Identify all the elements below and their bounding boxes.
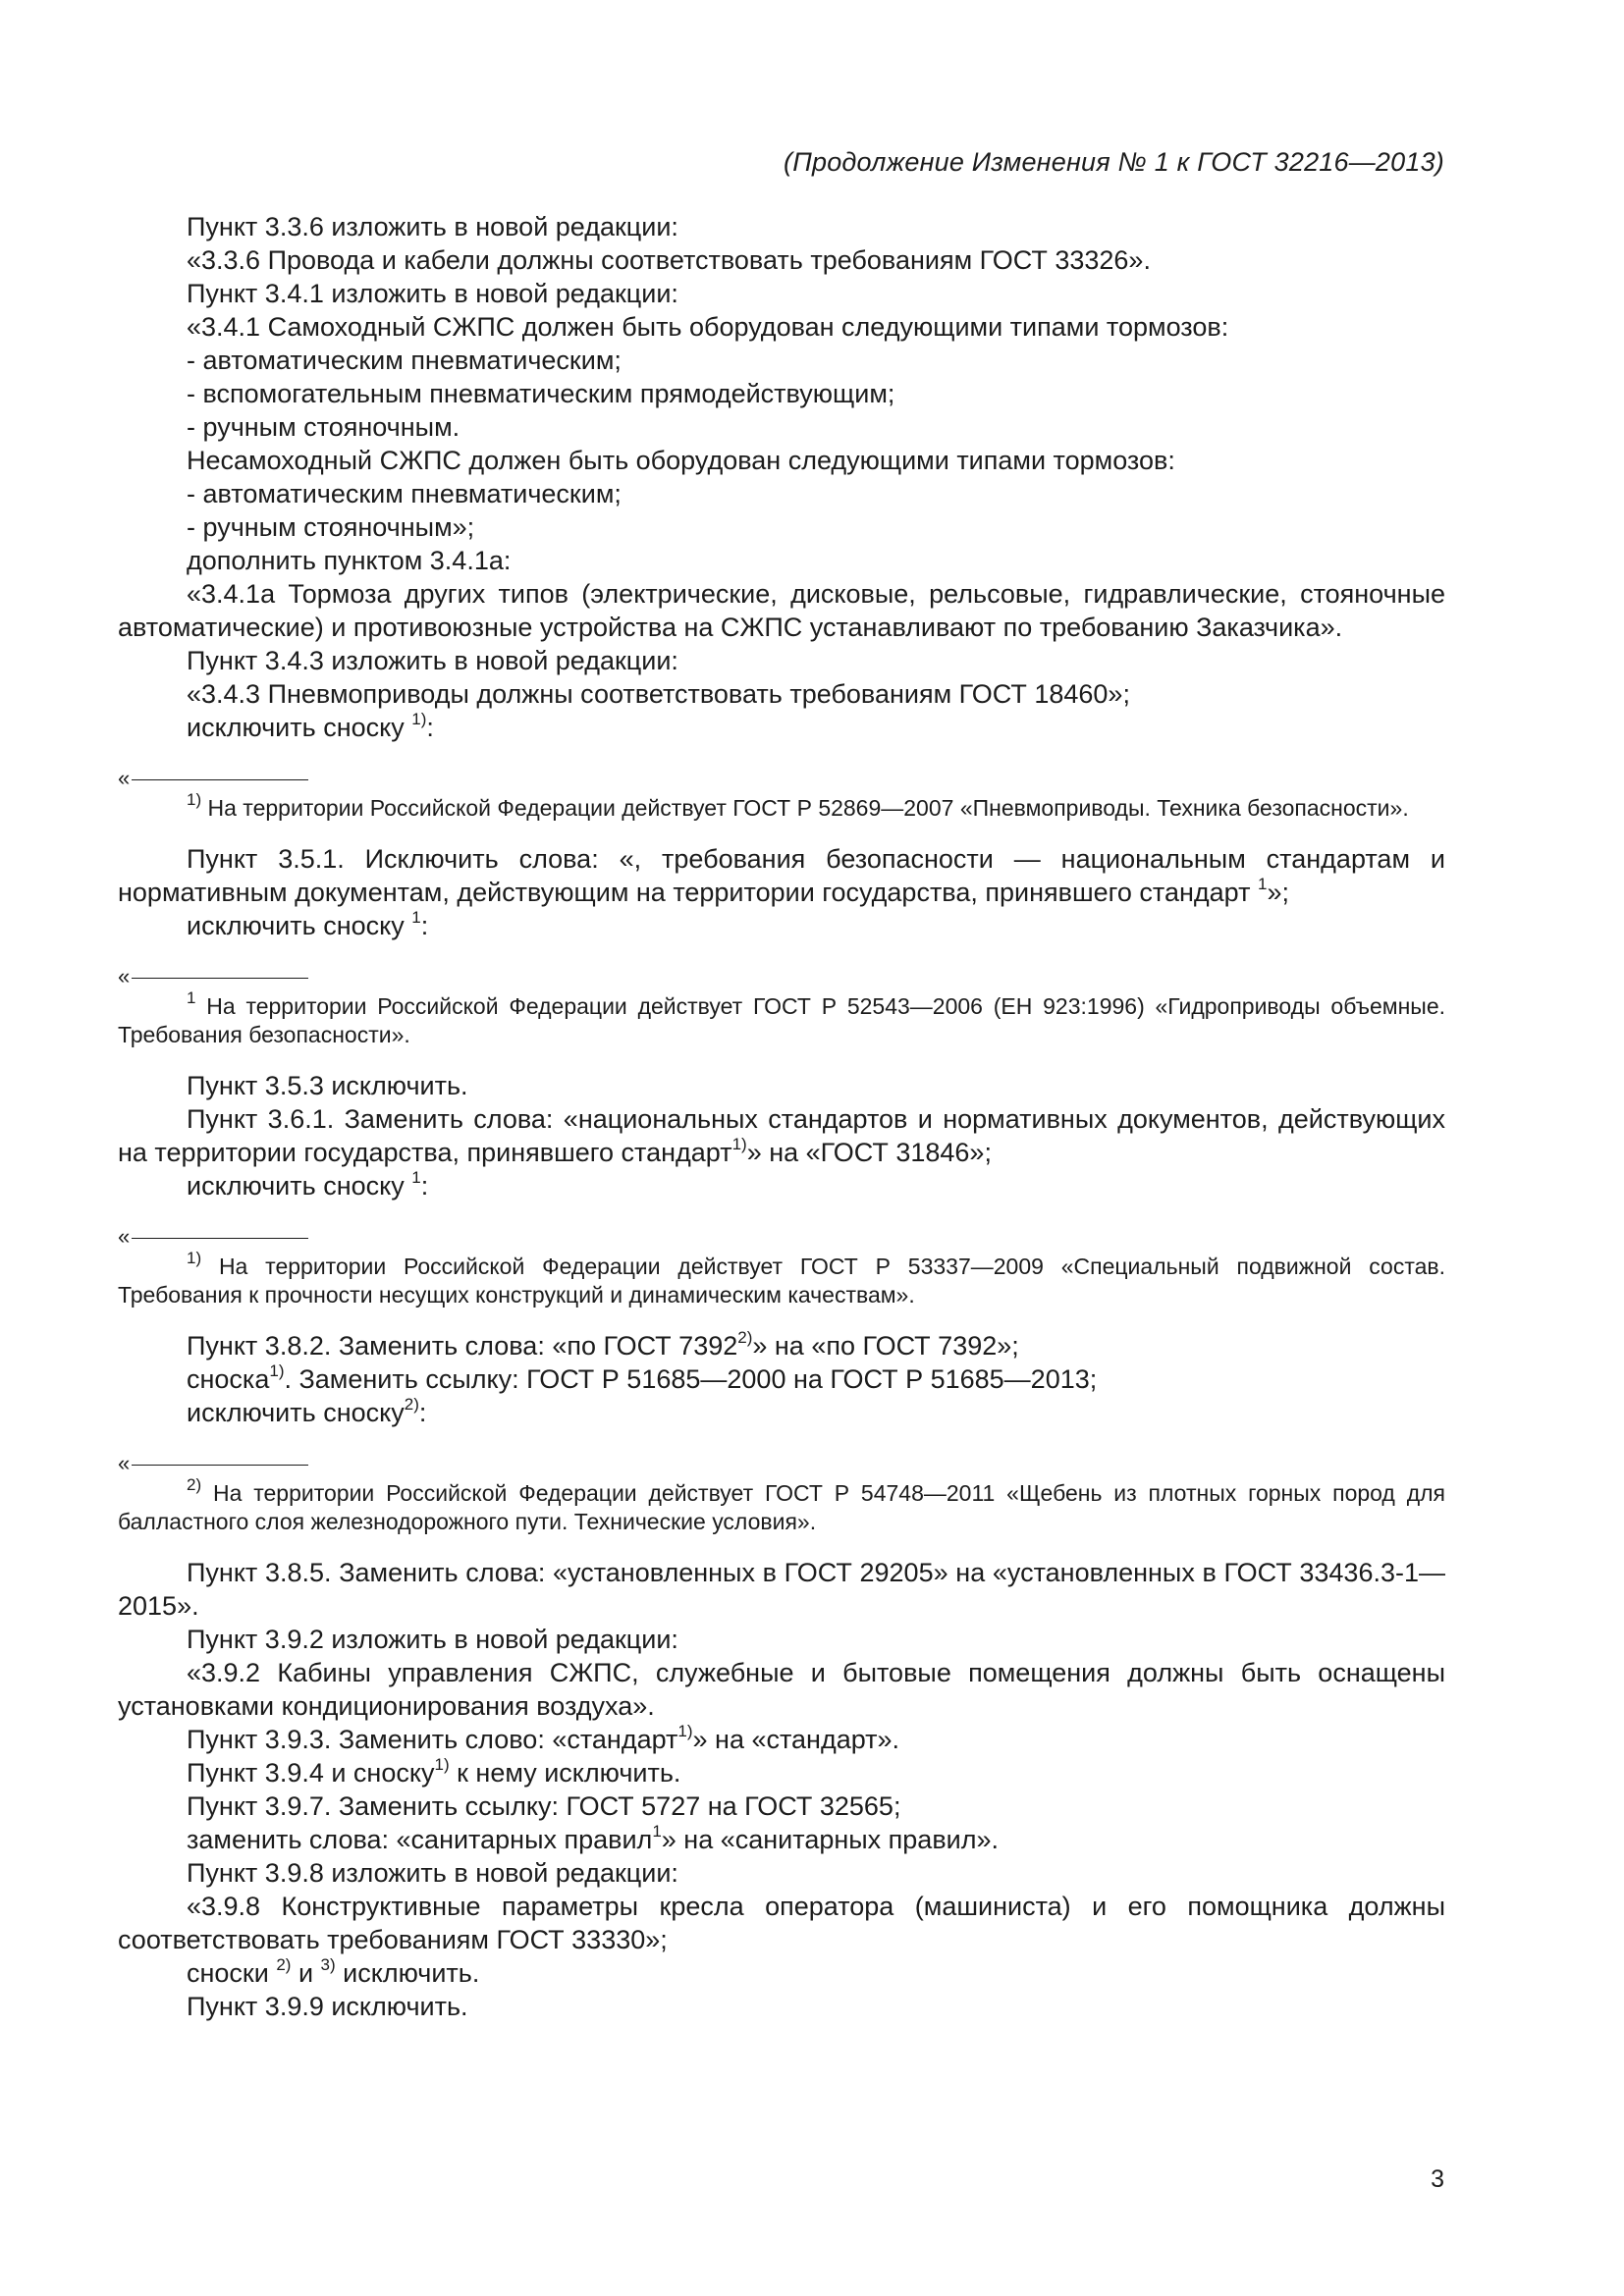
- footnote-2: [118, 964, 1445, 1049]
- paragraph-group-4: [118, 1329, 1445, 1429]
- paragraph-text: «3.4.3 Пневмоприводы должны соответствовать требованиям ГОСТ 18460»;: [187, 679, 1130, 709]
- footnote-marker: 1): [187, 790, 202, 810]
- footnote-marker: 1): [187, 1249, 202, 1268]
- paragraph-text: «3.4.1а Тормоза других типов (электрические, дисковые, рельсовые, гидравлические, стояночные автоматические) и противоюзные устройства на СЖПС устанавливают по требованию Заказчика».: [118, 579, 1445, 642]
- footnote-marker: 2): [187, 1475, 202, 1495]
- paragraph-text: Пункт 3.5.1. Исключить слова: «, требования безопасности — национальным стандартам и нормативным документам, действующим на территории государства, принявшего стандарт: [118, 844, 1445, 907]
- paragraph: [118, 909, 1445, 942]
- footnote-separator: [118, 766, 1445, 790]
- footnote-ref: 2): [276, 1955, 292, 1974]
- footnote-3: [118, 1224, 1445, 1309]
- paragraph-text: Пункт 3.6.1. Заменить слова: «национальных стандартов и нормативных документов, действующих на территории государства, принявшего стандарт: [118, 1104, 1445, 1167]
- footnote-text: $^{1)}$ На территории Российской Федерации действует ГОСТ Р 52869—2007 «Пневмоприводы. Техника безопасности».: [187, 790, 1409, 821]
- footnote-quote-mark: «: [118, 766, 131, 790]
- paragraph-text: Пункт 3.9.2 изложить в новой редакции:: [187, 1625, 678, 1654]
- footnote-ref: 1: [652, 1822, 662, 1841]
- footnote-ref: 1): [677, 1722, 693, 1740]
- paragraph-text: Пункт 3.8.2. Заменить слова: «по ГОСТ 7392: [187, 1331, 738, 1361]
- paragraph: [118, 1756, 1445, 1789]
- paragraph-text: Пункт 3.9.9 исключить.: [187, 1992, 468, 2021]
- paragraph: [118, 477, 1445, 510]
- paragraph-text: заменить слова: «санитарных правил: [187, 1825, 653, 1854]
- paragraph: [118, 1623, 1445, 1656]
- footnote-ref: 1: [1257, 875, 1268, 893]
- footnote-quote-mark: «: [118, 1224, 131, 1249]
- paragraph: [118, 1362, 1445, 1396]
- paragraph-text: сноска: [187, 1364, 270, 1394]
- paragraph-text: Пункт 3.4.1 изложить в новой редакции:: [187, 279, 678, 308]
- footnote-text: $^{1)}$ На территории Российской Федерации действует ГОСТ Р 53337—2009 «Специальный подвижной состав. Требования к прочности несущих конструкций и динамическим качествам».: [118, 1249, 1445, 1308]
- paragraph: [118, 243, 1445, 277]
- footnote-separator: [118, 1451, 1445, 1475]
- footnote-ref: 2): [737, 1328, 753, 1347]
- paragraph-text: «3.3.6 Провода и кабели должны соответствовать требованиям ГОСТ 33326».: [187, 245, 1151, 275]
- paragraph: [118, 1890, 1445, 1956]
- paragraph-text: Пункт 3.9.3. Заменить слово: «стандарт: [187, 1725, 678, 1754]
- footnote-1: [118, 766, 1445, 823]
- paragraph: [118, 1069, 1445, 1102]
- paragraph: [118, 1169, 1445, 1202]
- paragraph-text-tail: :: [420, 1171, 429, 1201]
- paragraph: [118, 377, 1445, 410]
- paragraph: [118, 1789, 1445, 1823]
- paragraph: [118, 1990, 1445, 2023]
- footnote-quote-mark: «: [118, 1451, 131, 1475]
- footnote-ref: 1: [411, 1168, 421, 1187]
- paragraph: [118, 577, 1445, 644]
- footnote-marker: 1: [187, 988, 196, 1008]
- paragraph-text: дополнить пунктом 3.4.1а:: [187, 546, 512, 575]
- paragraph-text: Пункт 3.9.8 изложить в новой редакции:: [187, 1858, 678, 1888]
- paragraph: [118, 1856, 1445, 1890]
- paragraph-text-tail: :: [426, 713, 434, 742]
- paragraph-text-tail: . Заменить ссылку: ГОСТ Р 51685—2000 на ГОСТ Р 51685—2013;: [284, 1364, 1098, 1394]
- footnote-separator: [118, 1224, 1445, 1249]
- page-header: (Продолжение Изменения № 1 к ГОСТ 32216—2013): [784, 147, 1444, 177]
- footnote-4: [118, 1451, 1445, 1536]
- paragraph: [118, 344, 1445, 377]
- paragraph-group-1: [118, 210, 1445, 744]
- footnote-text: $^1$ На территории Российской Федерации действует ГОСТ Р 52543—2006 (ЕН 923:1996) «Гидроприводы объемные. Требования безопасности».: [118, 988, 1445, 1047]
- paragraph: [118, 1656, 1445, 1723]
- page-number: 3: [1431, 2165, 1444, 2193]
- paragraph-text: - автоматическим пневматическим;: [187, 479, 622, 508]
- document-body: [118, 210, 1445, 2023]
- paragraph-text-tail: » на «санитарных правил».: [661, 1825, 1000, 1854]
- paragraph: [118, 1556, 1445, 1623]
- paragraph-text: - ручным стояночным»;: [187, 512, 475, 542]
- paragraph-text-tail: »;: [1267, 878, 1289, 907]
- footnote-ref: 1): [411, 710, 427, 728]
- footnote-ref: 3): [320, 1955, 336, 1974]
- paragraph: [118, 677, 1445, 711]
- paragraph-text-tail: » на «стандарт».: [692, 1725, 900, 1754]
- paragraph: [118, 644, 1445, 677]
- paragraph: [118, 277, 1445, 310]
- footnote-ref: 1): [434, 1755, 450, 1774]
- paragraph-group-3: [118, 1069, 1445, 1202]
- footnote-quote-mark: «: [118, 964, 131, 988]
- paragraph-text-tail: :: [420, 911, 429, 940]
- paragraph-group-5: [118, 1556, 1445, 2023]
- paragraph-text-tail: исключить.: [335, 1958, 480, 1988]
- footnote-ref: 1): [269, 1362, 285, 1380]
- footnote-rule-line: [132, 1465, 308, 1466]
- paragraph: [118, 1102, 1445, 1169]
- paragraph: [118, 544, 1445, 577]
- paragraph-text-tail: и: [291, 1958, 321, 1988]
- paragraph-text: исключить сноску: [187, 1398, 405, 1427]
- footnote-rule-line: [132, 779, 308, 780]
- paragraph-text: исключить сноску: [187, 713, 412, 742]
- paragraph-text: - ручным стояночным.: [187, 412, 460, 442]
- paragraph: [118, 210, 1445, 243]
- paragraph-text: исключить сноску: [187, 911, 412, 940]
- paragraph-text: Пункт 3.9.7. Заменить ссылку: ГОСТ 5727 на ГОСТ 32565;: [187, 1791, 901, 1821]
- paragraph: [118, 510, 1445, 544]
- paragraph-text-tail: :: [418, 1398, 427, 1427]
- paragraph-text-tail: » на «ГОСТ 31846»;: [746, 1138, 992, 1167]
- paragraph-text: Пункт 3.5.3 исключить.: [187, 1071, 468, 1100]
- paragraph-text-tail: к нему исключить.: [449, 1758, 681, 1788]
- paragraph-text: «3.9.2 Кабины управления СЖПС, служебные и бытовые помещения должны быть оснащены установками кондиционирования воздуха».: [118, 1658, 1445, 1721]
- paragraph: [118, 1723, 1445, 1756]
- paragraph: [118, 1329, 1445, 1362]
- footnote-separator: [118, 964, 1445, 988]
- paragraph: [118, 410, 1445, 444]
- paragraph-text: Пункт 3.9.4 и сноску: [187, 1758, 435, 1788]
- footnote-ref: 2): [404, 1395, 419, 1414]
- footnote-rule-line: [132, 978, 308, 979]
- paragraph: [118, 1396, 1445, 1429]
- paragraph-text: - вспомогательным пневматическим прямодействующим;: [187, 379, 895, 408]
- paragraph-text: Пункт 3.4.3 изложить в новой редакции:: [187, 646, 678, 675]
- paragraph: [118, 842, 1445, 909]
- paragraph-text: «3.9.8 Конструктивные параметры кресла оператора (машиниста) и его помощника должны соответствовать требованиям ГОСТ 33330»;: [118, 1892, 1445, 1954]
- paragraph-text: сноски: [187, 1958, 277, 1988]
- footnote-rule-line: [132, 1238, 308, 1239]
- paragraph: [118, 1956, 1445, 1990]
- footnote-text: $^{2)}$ На территории Российской Федерации действует ГОСТ Р 54748—2011 «Щебень из плотных горных пород для балластного слоя железнодорожного пути. Технические условия».: [118, 1475, 1445, 1534]
- paragraph: [118, 711, 1445, 744]
- footnote-ref: 1: [411, 908, 421, 927]
- paragraph: [118, 310, 1445, 344]
- paragraph-text: Пункт 3.8.5. Заменить слова: «установленных в ГОСТ 29205» на «установленных в ГОСТ 33436.3-1—2015».: [118, 1558, 1445, 1621]
- paragraph: [118, 444, 1445, 477]
- footnote-ref: 1): [731, 1135, 747, 1153]
- paragraph-text: Пункт 3.3.6 изложить в новой редакции:: [187, 212, 678, 241]
- paragraph-text: Несамоходный СЖПС должен быть оборудован следующими типами тормозов:: [187, 446, 1175, 475]
- paragraph-text: «3.4.1 Самоходный СЖПС должен быть оборудован следующими типами тормозов:: [187, 312, 1229, 342]
- paragraph-text-tail: » на «по ГОСТ 7392»;: [752, 1331, 1019, 1361]
- paragraph: [118, 1823, 1445, 1856]
- paragraph-text: исключить сноску: [187, 1171, 412, 1201]
- paragraph-group-2: [118, 842, 1445, 942]
- paragraph-text: - автоматическим пневматическим;: [187, 346, 622, 375]
